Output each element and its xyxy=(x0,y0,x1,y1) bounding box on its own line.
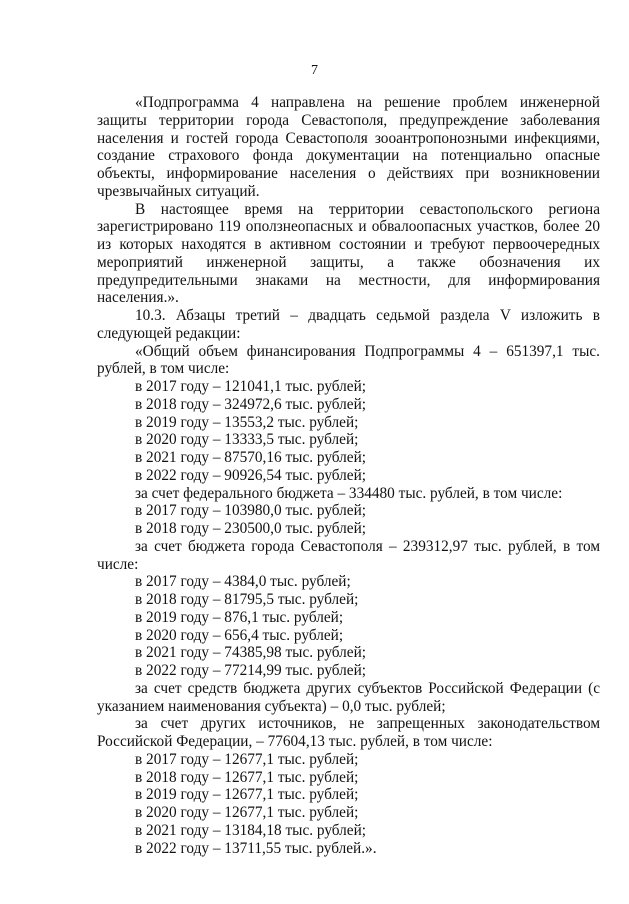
list-line: в 2017 году – 103980,0 тыс. рублей; xyxy=(135,502,367,520)
paragraph: В настоящее время на территории севастопольского региона зарегистрировано 119 оползнеопасных и обвалоопасных участков, более 20 из которых находятся в активном состоянии и требуют первоочередных мероприятий инженерной защиты, а также обозначения их предупредительными знаками на местности, для информирования населения.». xyxy=(97,200,600,307)
paragraph: 10.3. Абзацы третий – двадцать седьмой раздела V изложить в следующей редакции: xyxy=(97,307,600,342)
list-line: в 2017 году – 12677,1 тыс. рублей; xyxy=(135,750,359,768)
page-number: 7 xyxy=(311,63,318,78)
list-line: в 2022 году – 13711,55 тыс. рублей.». xyxy=(135,839,377,857)
list-line: в 2019 году – 13553,2 тыс. рублей; xyxy=(135,413,359,431)
list-line: в 2019 году – 12677,1 тыс. рублей; xyxy=(135,786,359,804)
list-line: в 2022 году – 90926,54 тыс. рублей; xyxy=(135,466,367,484)
paragraph: за счет других источников, не запрещенных законодательством Российской Федерации, – 77604,13 тыс. рублей, в том числе: xyxy=(97,715,600,750)
list-line: в 2020 году – 13333,5 тыс. рублей; xyxy=(135,431,359,449)
list-line: за счет федерального бюджета – 334480 тыс. рублей, в том числе: xyxy=(135,484,563,502)
list-line: в 2022 году – 77214,99 тыс. рублей; xyxy=(135,662,367,679)
document-body xyxy=(97,94,600,857)
paragraph: за счет бюджета города Севастополя – 239312,97 тыс. рублей, в том числе: xyxy=(97,537,600,573)
list-line: в 2020 году – 12677,1 тыс. рублей; xyxy=(135,804,359,821)
paragraph: за счет средств бюджета других субъектов Российской Федерации (с указанием наименования субъекта) – 0,0 тыс. рублей; xyxy=(97,679,600,715)
list-line: в 2017 году – 4384,0 тыс. рублей; xyxy=(135,573,351,591)
list-line: в 2021 году – 87570,16 тыс. рублей; xyxy=(135,449,367,466)
list-line: в 2017 году – 121041,1 тыс. рублей; xyxy=(135,378,367,395)
list-line: в 2018 году – 230500,0 тыс. рублей; xyxy=(135,520,367,537)
list-line: в 2018 году – 12677,1 тыс. рублей; xyxy=(135,768,359,786)
list-line: в 2021 году – 74385,98 тыс. рублей; xyxy=(135,644,367,662)
list-line: в 2019 году – 876,1 тыс. рублей; xyxy=(135,608,344,626)
paragraph: «Подпрограмма 4 направлена на решение проблем инженерной защиты территории города Севастополя, предупреждение заболевания населения и гостей города Севастополя зооантропонозными инфекциями, создание страхового фонда документации на потенциально опасные объекты, информирование населения о действиях при возникновении чрезвычайных ситуаций. xyxy=(97,94,600,200)
paragraph: «Общий объем финансирования Подпрограммы 4 – 651397,1 тыс. рублей, в том числе: xyxy=(97,342,600,378)
list-line: в 2018 году – 324972,6 тыс. рублей; xyxy=(135,395,367,413)
list-line: в 2020 году – 656,4 тыс. рублей; xyxy=(135,626,344,644)
list-line: в 2021 году – 13184,18 тыс. рублей; xyxy=(135,821,367,839)
list-line: в 2018 году – 81795,5 тыс. рублей; xyxy=(135,591,359,608)
